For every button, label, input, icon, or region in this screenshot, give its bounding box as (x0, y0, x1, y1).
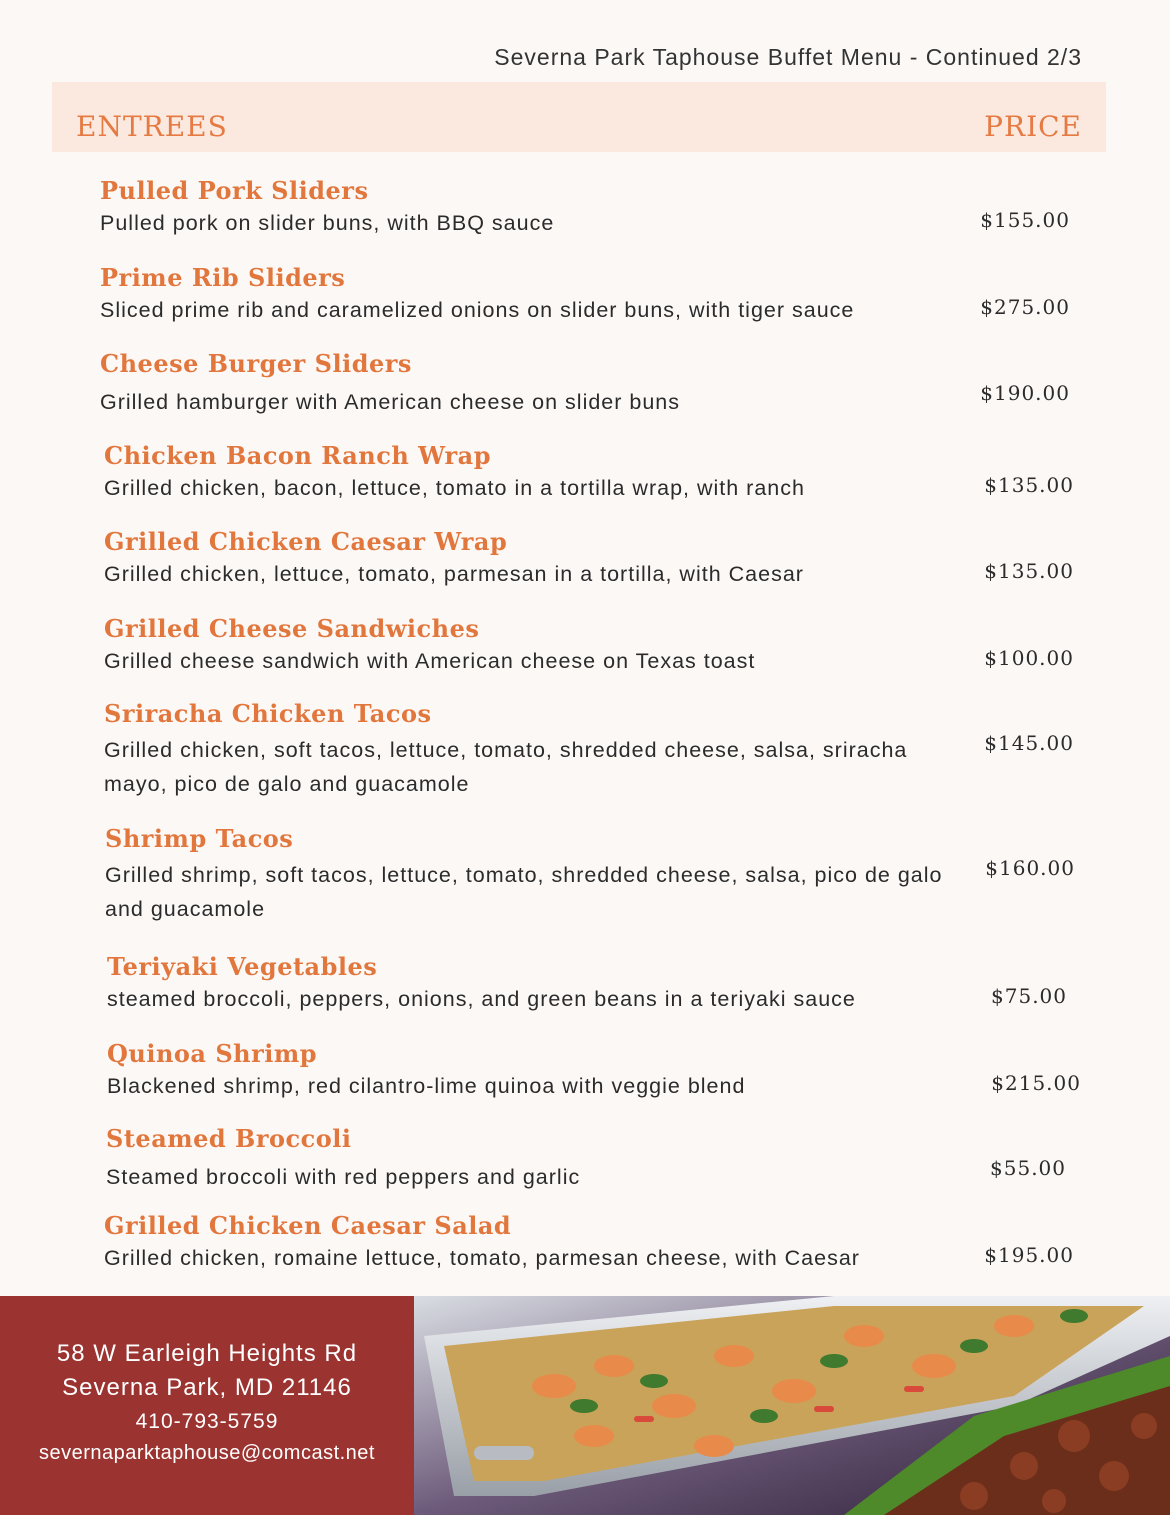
menu-item-description: Grilled chicken, romaine lettuce, tomato, parmesan cheese, with Caesar (104, 1246, 860, 1270)
menu-item-price: $100.00 (984, 646, 1074, 670)
menu-item-name: Grilled Chicken Caesar Wrap (104, 527, 508, 556)
menu-header-band (52, 82, 1106, 152)
menu-item-name: Teriyaki Vegetables (107, 952, 378, 981)
menu-item-description: Pulled pork on slider buns, with BBQ sauce (100, 211, 555, 235)
buffet-food-photo (414, 1296, 1170, 1515)
menu-item-description: Grilled shrimp, soft tacos, lettuce, tomato, shredded cheese, salsa, pico de galo and guacamole (105, 863, 943, 921)
menu-item-name: Sriracha Chicken Tacos (104, 699, 432, 728)
menu-item (104, 1211, 1094, 1275)
menu-item (104, 699, 1094, 801)
menu-item-price: $55.00 (990, 1156, 1066, 1180)
phone-number: 410-793-5759 (135, 1410, 279, 1433)
menu-item (100, 263, 1090, 327)
menu-item-price: $275.00 (980, 295, 1070, 319)
menu-item-name: Quinoa Shrimp (107, 1039, 318, 1068)
menu-item-price: $75.00 (991, 984, 1067, 1008)
menu-item-description: Grilled chicken, lettuce, tomato, parmesan in a tortilla, with Caesar (104, 562, 804, 586)
menu-item-name: Cheese Burger Sliders (100, 349, 412, 378)
menu-item-price: $160.00 (985, 856, 1075, 880)
menu-item-description: steamed broccoli, peppers, onions, and green beans in a teriyaki sauce (107, 987, 856, 1011)
menu-item (100, 176, 1090, 240)
menu-item-description: Sliced prime rib and caramelized onions on slider buns, with tiger sauce (100, 298, 855, 322)
price-heading: PRICE (984, 110, 1082, 143)
menu-item-description: Grilled hamburger with American cheese on slider buns (100, 390, 681, 414)
email-address: severnaparktaphouse@comcast.net (39, 1442, 375, 1464)
page-title: Severna Park Taphouse Buffet Menu - Continued 2/3 (494, 44, 1082, 70)
menu-item (104, 441, 1094, 505)
menu-item-description: Steamed broccoli with red peppers and garlic (106, 1165, 581, 1189)
menu-item-price: $190.00 (980, 381, 1070, 405)
menu-item-price: $155.00 (980, 208, 1070, 232)
menu-item-name: Pulled Pork Sliders (100, 176, 369, 205)
menu-item-price: $195.00 (984, 1243, 1074, 1267)
menu-item-name: Grilled Cheese Sandwiches (104, 614, 480, 643)
menu-item-price: $135.00 (984, 473, 1074, 497)
menu-item (104, 614, 1094, 678)
menu-item (106, 1124, 1096, 1194)
menu-item-description: Grilled chicken, soft tacos, lettuce, tomato, shredded cheese, salsa, sriracha mayo, pico de galo and guacamole (104, 738, 908, 796)
contact-panel (0, 1296, 414, 1515)
menu-item (107, 1039, 1097, 1103)
address-line-1: 58 W Earleigh Heights Rd (56, 1340, 358, 1367)
menu-item (104, 527, 1094, 591)
entrees-heading: ENTREES (76, 110, 228, 143)
menu-item-description: Grilled chicken, bacon, lettuce, tomato in a tortilla wrap, with ranch (104, 476, 805, 500)
menu-item-name: Grilled Chicken Caesar Salad (104, 1211, 512, 1240)
menu-item-price: $135.00 (984, 559, 1074, 583)
buffet-food-image (414, 1296, 1170, 1515)
address-line-2: Severna Park, MD 21146 (62, 1374, 352, 1401)
menu-item-name: Shrimp Tacos (105, 824, 294, 853)
menu-item-name: Prime Rib Sliders (100, 263, 346, 292)
menu-item (107, 952, 1097, 1016)
menu-item-name: Steamed Broccoli (106, 1124, 352, 1153)
menu-item-price: $215.00 (991, 1071, 1081, 1095)
menu-item-name: Chicken Bacon Ranch Wrap (104, 441, 492, 470)
menu-item-description: Blackened shrimp, red cilantro-lime quinoa with veggie blend (107, 1074, 746, 1098)
menu-item (100, 349, 1090, 419)
menu-item-description: Grilled cheese sandwich with American cheese on Texas toast (104, 649, 756, 673)
menu-item (105, 824, 1095, 926)
menu-item-price: $145.00 (984, 731, 1074, 755)
